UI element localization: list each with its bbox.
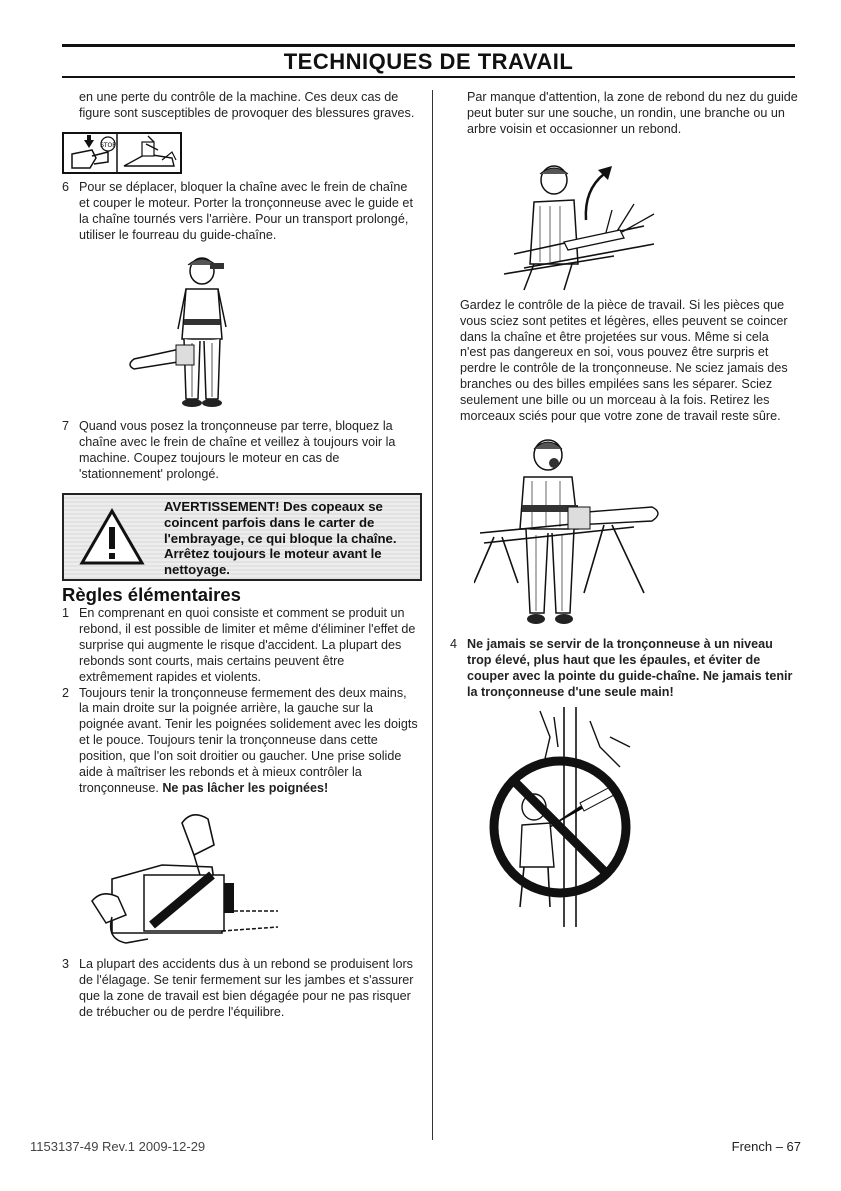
rule-2-bold-text: Ne pas lâcher les poignées!	[162, 780, 329, 795]
section-heading: Règles élémentaires	[62, 584, 241, 606]
right-paragraph-2: Gardez le contrôle de la pièce de travail. Si les pièces que vous sciez sont petites et légères, elles peuvent se coincer dans la chaîne et être projetées sur vous. Même si cela n'est pas dangereux en soi, vous pouvez être surpris et perdre le contrôle de la tronçonneuse. Ne sciez jamais des branches ou des billes empilées sans les séparer. Sciez seulement une bille ou un morceau à la fois. Retirez les morceaux sciés pour que votre zone de travail reste sûre.	[460, 297, 788, 424]
rule-3-text: La plupart des accidents dus à un rebond se produisent lors de l'élagage. Se tenir fermement sur les jambes et s'assurer que la zone de travail est bien dégagée pour ne pas risquer de trébucher ou de perdre l'équilibre.	[79, 956, 414, 1019]
list-item-rule-1	[62, 606, 418, 686]
list-item-4	[450, 637, 798, 701]
rule-2-text: Toujours tenir la tronçonneuse fermement des deux mains, la main droite sur la poignée arrière, la gauche sur la poignée avant. Tenir les poignées solidement avec les doigts et le pouce. Toujours tenir la tronçonneuse dans cette position, que l'on soit droitier ou gaucher. Une prise solide aide à maîtriser les rebonds et à mieux contrôler la tronçonneuse. Ne pas lâcher les poignées!	[79, 685, 418, 795]
right-intro-text: Par manque d'attention, la zone de rebond du nez du guide peut buter sur une souche, un rondin, une branche ou un arbre voisin et occasionner un rebond.	[467, 90, 798, 136]
figure-carrying-chainsaw	[122, 249, 282, 417]
page-title: TECHNIQUES DE TRAVAIL	[283, 49, 574, 74]
figure-prohibited-one-hand	[480, 707, 650, 927]
figure-hands-on-chainsaw	[82, 805, 282, 953]
figure-cutting-on-sawhorse	[474, 433, 674, 633]
warning-box	[62, 493, 422, 581]
list-item-6-text: Pour se déplacer, bloquer la chaîne avec le frein de chaîne et couper le moteur. Porter la tronçonneuse avec le guide et la chaîne tournés vers l'arrière. Pour un transport prolongé, utiliser le fourreau du guide-chaîne.	[79, 179, 413, 242]
right-column	[450, 90, 798, 927]
warning-triangle-icon	[78, 507, 146, 567]
warning-text: AVERTISSEMENT! Des copeaux se coincent parfois dans le carter de l'embrayage, ce qui bloque la chaîne. Arrêtez toujours le moteur avant le nettoyage.	[164, 499, 397, 578]
list-item-6	[62, 180, 418, 244]
brake-stop-icons	[62, 132, 182, 174]
list-number: 7	[62, 419, 70, 434]
header-rule-top	[62, 44, 795, 47]
header-rule-bottom	[62, 76, 795, 78]
svg-text:STOP: STOP	[100, 141, 116, 149]
rule-1-text: En comprenant en quoi consiste et comment se produit un rebond, il est possible de limiter et même d'éliminer l'effet de surprise qui augmente le risque d'accident. La plupart des rebonds sont courts, mais certains peuvent être extrêmement rapides et violents.	[79, 605, 416, 684]
footer-page-number: French – 67	[731, 1139, 801, 1154]
footer-document-id: 1153137-49 Rev.1 2009-12-29	[30, 1139, 206, 1154]
list-item-rule-2	[62, 686, 418, 797]
list-item-7-text: Quand vous posez la tronçonneuse par terre, bloquez la chaîne avec le frein de chaîne et veillez à toujours voir la machine. Coupez toujours le moteur en cas de 'stationnement' prolongé.	[79, 419, 396, 482]
list-item-rule-3	[62, 957, 418, 1021]
list-number: 6	[62, 179, 70, 194]
column-divider	[432, 90, 433, 1140]
list-item-7	[62, 419, 418, 483]
figure-kickback-branch	[494, 144, 664, 294]
left-column	[62, 90, 418, 1020]
left-intro-text: en une perte du contrôle de la machine. Ces deux cas de figure sont susceptibles de provoquer des blessures graves.	[79, 90, 415, 120]
list-number: 1	[62, 605, 70, 620]
list-number: 3	[62, 956, 70, 971]
list-number: 4	[450, 636, 458, 651]
list-item-4-text: Ne jamais se servir de la tronçonneuse à un niveau trop élevé, plus haut que les épaules, et éviter de couper avec la pointe du guide-chaîne. Ne jamais tenir la tronçonneuse d'une seule main!	[467, 636, 793, 699]
list-number: 2	[62, 685, 70, 700]
